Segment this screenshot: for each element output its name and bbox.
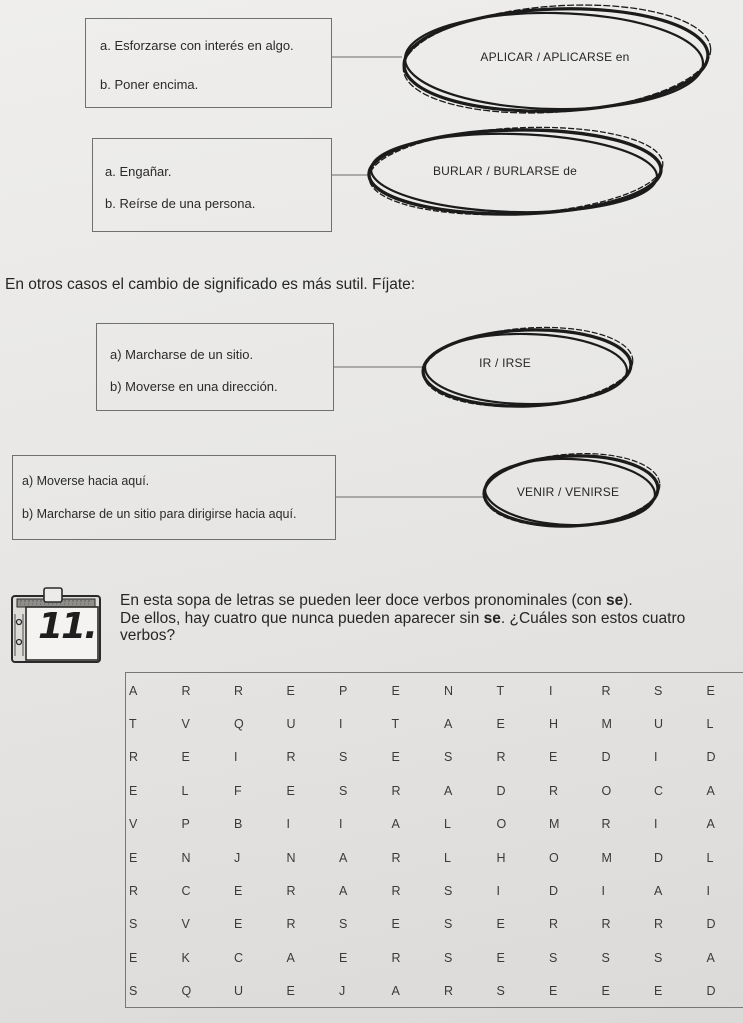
letter-cell: S: [339, 750, 348, 765]
letter-cell: A: [339, 850, 348, 865]
instructions-bold: se: [605, 592, 624, 609]
verb-label: IR / IRSE: [479, 356, 531, 370]
word-search-row: [126, 741, 743, 774]
letter-cell: E: [129, 950, 138, 965]
letter-cell: A: [129, 683, 138, 698]
word-search-row: [126, 874, 743, 907]
letter-cell: I: [339, 717, 343, 732]
word-search-row: [126, 808, 743, 841]
definition-box: [92, 138, 332, 232]
letter-cell: S: [601, 950, 610, 965]
letter-cell: Q: [181, 984, 192, 999]
letter-cell: R: [444, 984, 454, 999]
letter-cell: S: [444, 917, 453, 932]
letter-cell: A: [444, 717, 453, 732]
letter-cell: E: [601, 984, 610, 999]
letter-cell: E: [391, 683, 400, 698]
letter-cell: P: [339, 683, 348, 698]
letter-cell: A: [706, 950, 715, 965]
definition-a: a. Engañar.: [105, 164, 172, 179]
letter-cell: J: [234, 850, 241, 865]
letter-cell: R: [234, 683, 244, 698]
letter-cell: P: [181, 817, 190, 832]
word-search-row: [126, 941, 743, 974]
letter-cell: E: [706, 683, 715, 698]
letter-cell: S: [654, 683, 663, 698]
letter-cell: R: [601, 817, 611, 832]
letter-cell: V: [129, 817, 138, 832]
letter-cell: F: [234, 783, 242, 798]
letter-cell: I: [654, 817, 658, 832]
letter-cell: O: [496, 817, 507, 832]
letter-cell: N: [444, 683, 454, 698]
letter-cell: S: [549, 950, 558, 965]
letter-cell: D: [654, 850, 664, 865]
definition-a: a. Esforzarse con interés en algo.: [100, 38, 294, 53]
letter-cell: L: [444, 850, 451, 865]
letter-cell: E: [391, 750, 400, 765]
letter-cell: M: [601, 717, 612, 732]
letter-cell: J: [339, 984, 346, 999]
letter-cell: E: [339, 950, 348, 965]
letter-cell: I: [286, 817, 290, 832]
letter-cell: D: [706, 984, 716, 999]
letter-cell: U: [654, 717, 664, 732]
letter-cell: R: [601, 683, 611, 698]
definition-b: b. Reírse de una persona.: [105, 196, 256, 211]
letter-cell: R: [286, 750, 296, 765]
instructions-line: verbos?: [120, 627, 176, 644]
letter-cell: O: [601, 783, 612, 798]
instructions-text: . ¿Cuáles son estos cuatro: [500, 609, 686, 627]
letter-cell: R: [286, 917, 296, 932]
letter-cell: E: [391, 917, 400, 932]
verb-label: VENIR / VENIRSE: [516, 485, 620, 499]
letter-cell: A: [654, 884, 663, 899]
letter-cell: U: [286, 717, 296, 732]
letter-cell: S: [339, 917, 348, 932]
letter-cell: I: [496, 884, 500, 899]
letter-cell: V: [181, 717, 190, 732]
definition-b: b) Marcharse de un sitio para dirigirse hacia aquí.: [22, 507, 297, 521]
letter-cell: H: [549, 717, 559, 732]
definition-b: b. Poner encima.: [100, 77, 199, 92]
word-search-row: [126, 975, 743, 1008]
instructions-line: [120, 610, 735, 628]
letter-cell: A: [286, 950, 295, 965]
letter-cell: S: [129, 917, 138, 932]
letter-cell: M: [601, 850, 612, 865]
section-intro: En otros casos el cambio de significado es más sutil. Fíjate:: [5, 276, 416, 293]
instructions-text: ).: [623, 592, 633, 609]
letter-cell: I: [339, 817, 343, 832]
exercise-instructions: [120, 592, 735, 645]
letter-cell: K: [181, 950, 190, 965]
word-search-grid: [125, 672, 743, 1008]
letter-cell: I: [654, 750, 658, 765]
letter-cell: R: [496, 750, 506, 765]
letter-cell: R: [654, 917, 664, 932]
letter-cell: E: [286, 783, 295, 798]
letter-cell: T: [129, 717, 137, 732]
letter-cell: R: [181, 683, 191, 698]
letter-cell: R: [601, 917, 611, 932]
letter-cell: I: [234, 750, 238, 765]
letter-cell: S: [339, 783, 348, 798]
letter-cell: O: [549, 850, 559, 865]
letter-cell: D: [601, 750, 611, 765]
definition-box: [12, 455, 336, 540]
letter-cell: D: [496, 783, 506, 798]
letter-cell: R: [391, 850, 401, 865]
letter-cell: A: [391, 984, 400, 999]
instructions-bold: se: [483, 609, 501, 627]
letter-cell: E: [549, 750, 558, 765]
letter-cell: L: [706, 717, 714, 732]
letter-cell: E: [234, 884, 243, 899]
letter-cell: S: [496, 984, 505, 999]
letter-cell: E: [286, 984, 295, 999]
letter-cell: R: [129, 750, 139, 765]
definition-box: [85, 18, 332, 108]
letter-cell: R: [286, 884, 296, 899]
letter-cell: S: [444, 750, 453, 765]
letter-cell: A: [706, 783, 715, 798]
letter-cell: C: [654, 783, 664, 798]
letter-cell: C: [181, 884, 191, 899]
letter-cell: E: [129, 783, 138, 798]
letter-cell: E: [496, 717, 505, 732]
letter-cell: Q: [234, 717, 244, 732]
definition-a: a) Marcharse de un sitio.: [110, 347, 254, 362]
letter-cell: A: [391, 817, 400, 832]
letter-cell: I: [706, 884, 710, 899]
letter-cell: H: [496, 850, 506, 865]
letter-cell: E: [286, 683, 295, 698]
instructions-line: [120, 592, 735, 610]
definition-a: a) Moverse hacia aquí.: [22, 474, 150, 488]
word-search-row: [126, 707, 743, 740]
letter-cell: R: [391, 884, 401, 899]
letter-cell: R: [549, 917, 559, 932]
definition-b: b) Moverse en una dirección.: [110, 379, 278, 394]
letter-cell: E: [181, 750, 190, 765]
word-search-row: [126, 774, 743, 807]
letter-cell: L: [706, 850, 714, 865]
word-search-row: [126, 674, 743, 707]
letter-cell: S: [444, 950, 453, 965]
letter-cell: R: [129, 884, 139, 899]
letter-cell: U: [234, 984, 244, 999]
letter-cell: A: [444, 783, 453, 798]
letter-cell: N: [181, 850, 191, 865]
verb-label: APLICAR / APLICARSE en: [480, 50, 630, 64]
letter-cell: A: [706, 817, 715, 832]
letter-cell: D: [706, 750, 716, 765]
verb-label: BURLAR / BURLARSE de: [432, 164, 578, 178]
definition-box: [96, 323, 334, 411]
letter-cell: N: [286, 850, 296, 865]
letter-cell: E: [234, 917, 243, 932]
letter-cell: I: [601, 884, 605, 899]
letter-cell: D: [706, 917, 716, 932]
exercise-number: 11.: [38, 606, 96, 647]
letter-cell: I: [549, 683, 553, 698]
word-search-row: [126, 841, 743, 874]
letter-cell: L: [181, 783, 189, 798]
letter-cell: B: [234, 817, 243, 832]
letter-cell: E: [496, 950, 505, 965]
instructions-text: En esta sopa de letras se pueden leer doce verbos pronominales (con: [120, 592, 606, 609]
letter-cell: T: [496, 683, 505, 698]
letter-cell: V: [181, 917, 190, 932]
word-search-row: [126, 908, 743, 941]
letter-cell: L: [444, 817, 451, 832]
letter-cell: D: [549, 884, 559, 899]
letter-cell: S: [444, 884, 453, 899]
letter-cell: T: [391, 717, 400, 732]
letter-cell: E: [654, 984, 663, 999]
letter-cell: R: [391, 950, 401, 965]
letter-cell: R: [391, 783, 401, 798]
letter-cell: M: [549, 817, 560, 832]
letter-cell: E: [496, 917, 505, 932]
letter-cell: S: [654, 950, 663, 965]
letter-cell: S: [129, 984, 138, 999]
letter-cell: R: [549, 783, 559, 798]
letter-cell: E: [129, 850, 138, 865]
letter-cell: E: [549, 984, 558, 999]
letter-cell: A: [339, 884, 348, 899]
letter-cell: C: [234, 950, 244, 965]
instructions-text: De ellos, hay cuatro que nunca pueden aparecer sin: [120, 609, 484, 627]
